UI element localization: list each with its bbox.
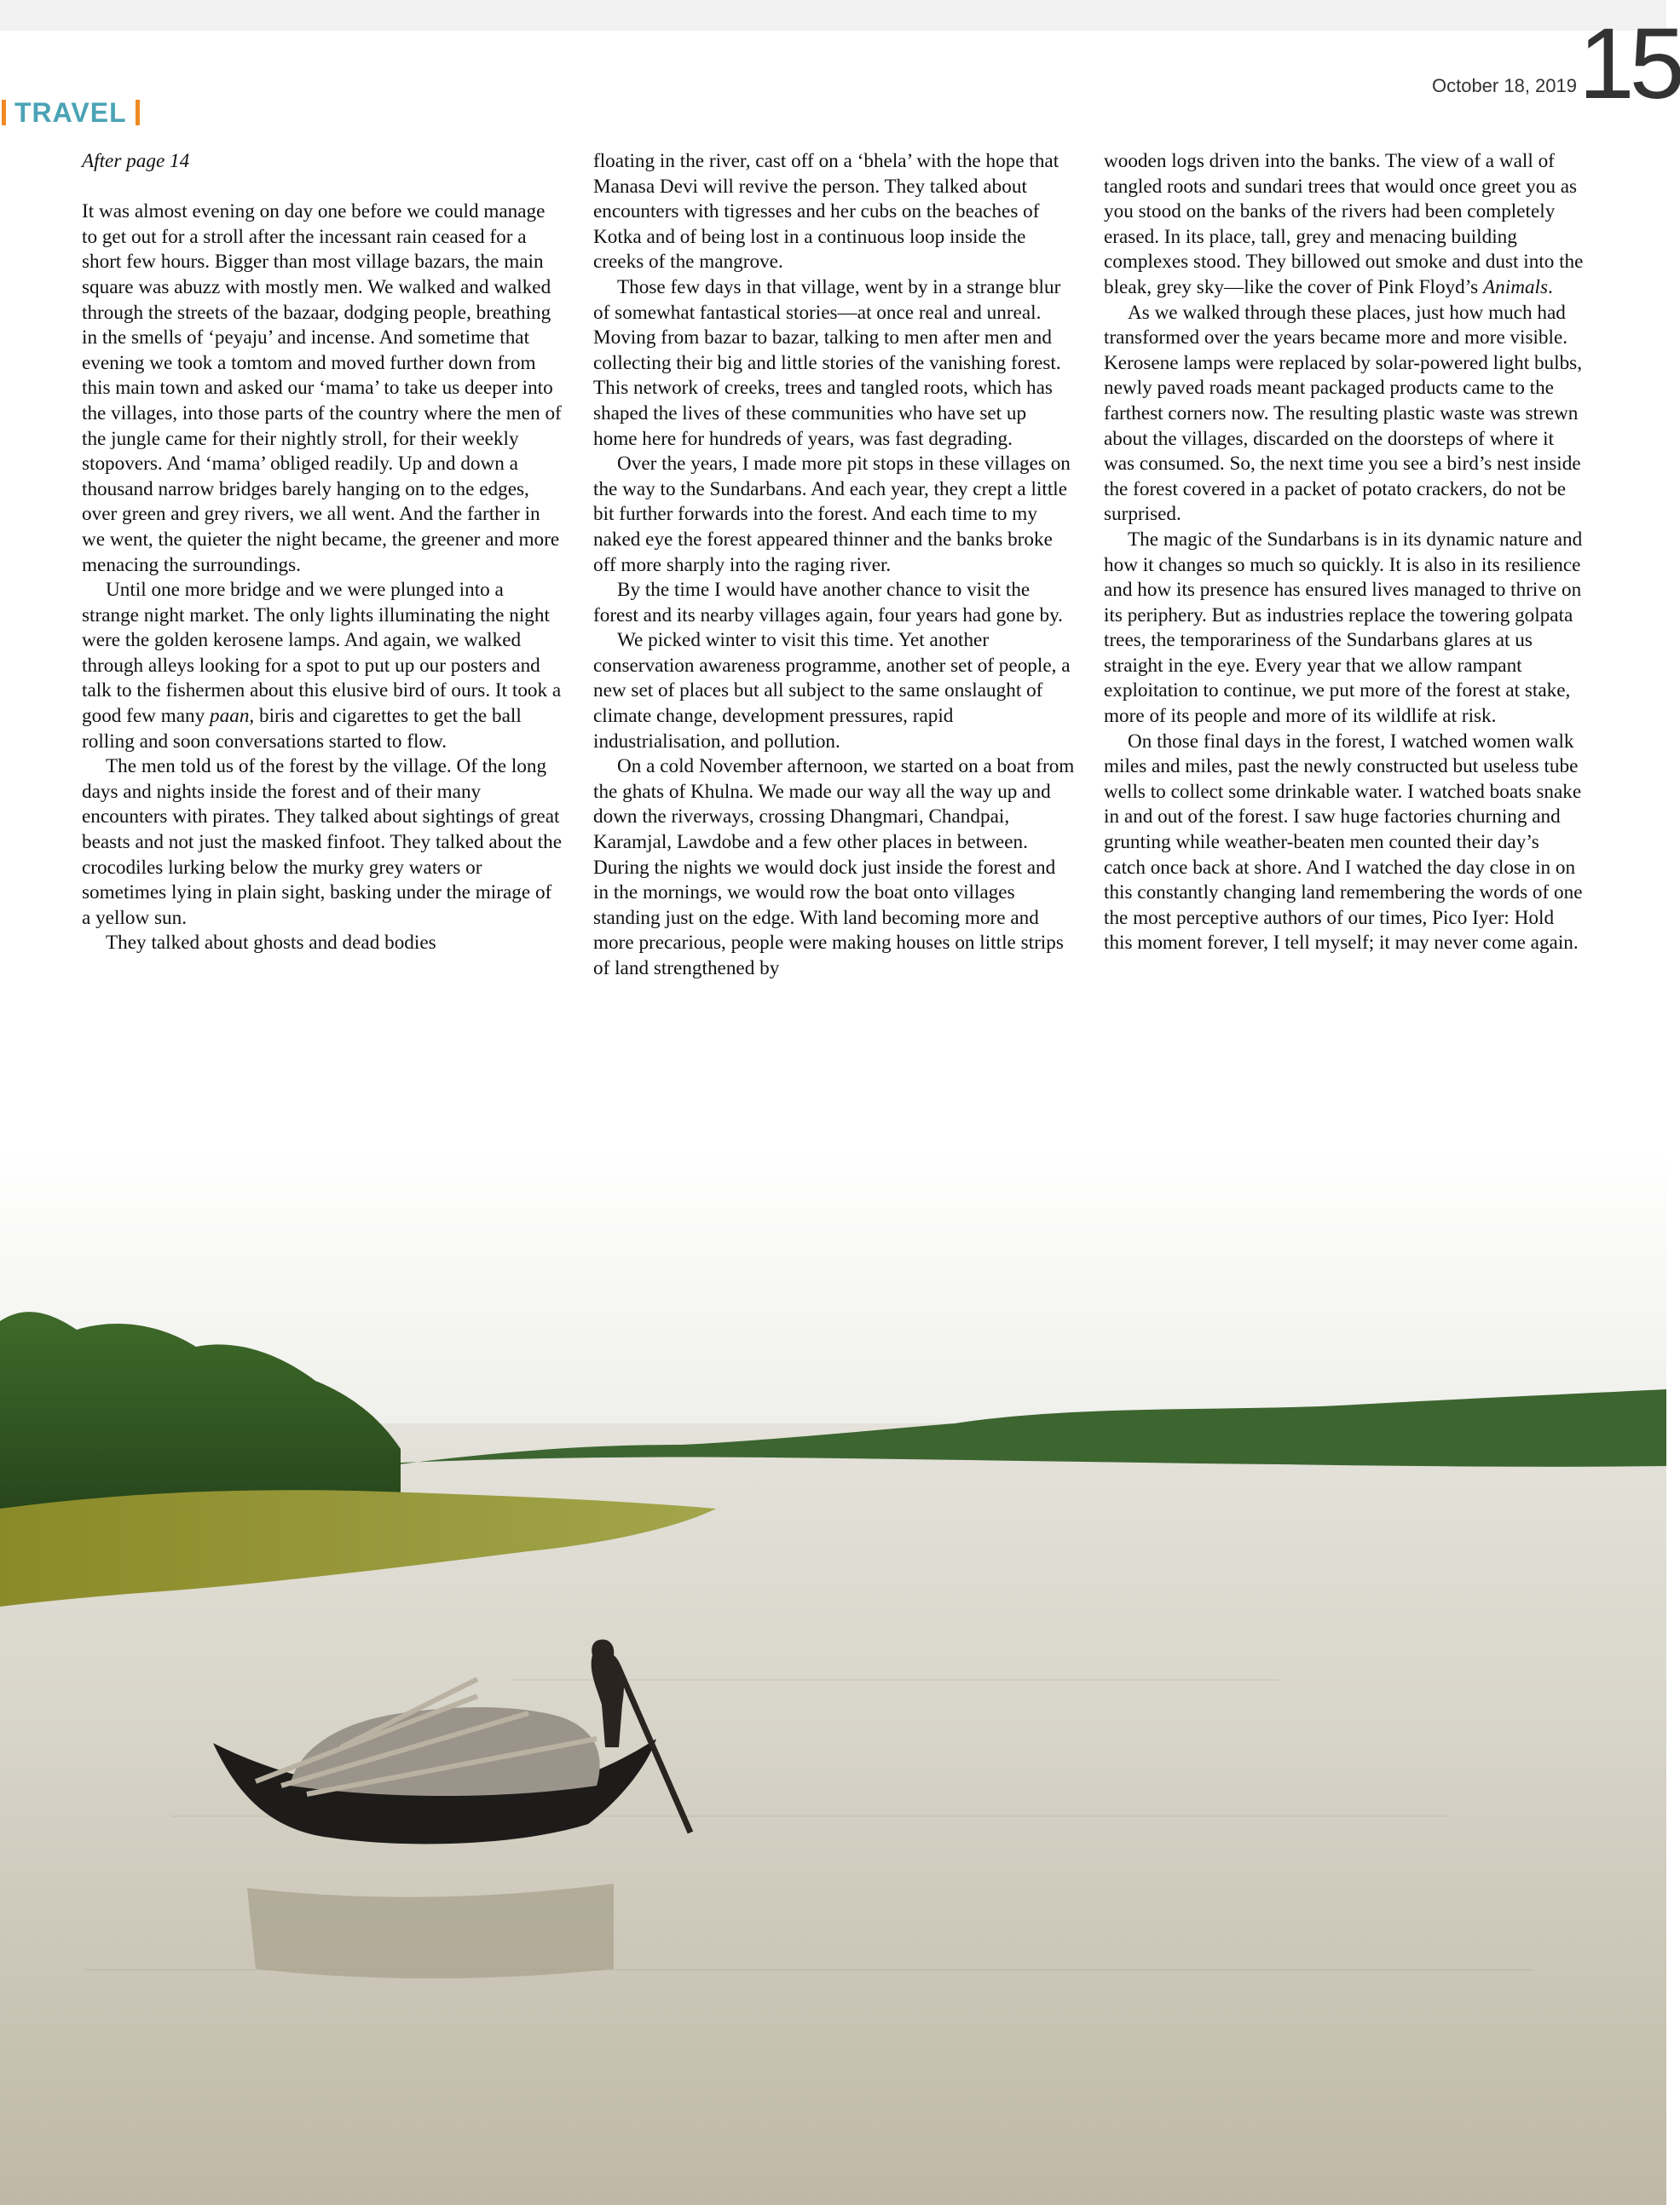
paragraph: The men told us of the forest by the village. Of the long days and nights inside the forest and of their many encounters with pirates. They talked about sightings of great beasts and not just the masked finfoot. They talked about the crocodiles lurking below the murky grey waters or sometimes lying in plain sight, basking under the mirage of a yellow sun. [82, 755, 563, 929]
paragraph: floating in the river, cast off on a ‘bhela’ with the hope that Manasa Devi will revive the person. They talked about encounters with tigresses and her cubs on the beaches of Kotka and of being lost in a continuous loop inside the creeks of the mangrove. [593, 150, 1059, 274]
paragraph: Over the years, I made more pit stops in these villages on the way to the Sundarbans. And each year, they crept a little bit further forwards into the forest. And each time to my naked eye the forest appeared thinner and the banks broke off more sharply into the raging river. [593, 453, 1071, 576]
paragraph: The magic of the Sundarbans is in its dynamic nature and how it changes so much so quickly. It is also in its resilience and how its presence has ensured lives managed to thrive on its periphery. But as industries replace the towering golpata trees, the temporariness of the Sundarbans glares at us straight in the eye. Every year that we allow rampant exploitation to continue, we put more of the forest at stake, more of its people and more of its wildlife at risk. [1104, 528, 1583, 728]
page-number: 15 [1579, 8, 1680, 120]
issue-date: October 18, 2019 [1431, 75, 1577, 96]
article-column-2 [593, 149, 1075, 982]
paragraph: On those final days in the forest, I watched women walk miles and miles, past the newly constructed but useless tube wells to collect some drinkable water. I watched boats snake in and out of the forest. I saw huge factories churning and grunting while weather-beaten men counted their day’s catch once back at shore. And I watched the day close in on this constantly changing land remembering the words of one the most perceptive authors of our times, Pico Iyer: Hold this moment forever, I tell myself; it may never come again. [1104, 730, 1583, 955]
photo-boat-reflection [247, 1884, 614, 1978]
article-column-3 [1104, 149, 1585, 956]
section-bar-right [136, 100, 140, 125]
paragraph: They talked about ghosts and dead bodies [106, 932, 436, 955]
river-boat-photo [0, 1151, 1666, 2205]
paragraph: As we walked through these places, just how much had transformed over the years became more and more visible. Kerosene lamps were replaced by solar-powered light bulbs, newly paved roads meant packaged products came to the farthest corners now. The resulting plastic waste was strewn about the villages, discarded on the doorsteps of where it was consumed. So, the next time you see a bird’s nest inside the forest covered in a packet of potato crackers, do not be surprised. [1104, 301, 1582, 526]
paragraph: By the time I would have another chance to visit the forest and its nearby villages again, four years had gone by. [593, 579, 1063, 626]
paragraph: It was almost evening on day one before we could manage to get out for a stroll after the incessant rain ceased for a short few hours. Bigger than most village bazars, the main square was abuzz with mostly men. We walked and walked through the streets of the bazaar, dodging people, breathing in the smells of ‘peyaju’ and incense. And sometime that evening we took a tomtom and moved further down from this main town and asked our ‘mama’ to take us deeper into the villages, into those parts of the country where the men of the jungle came for their nightly stroll, for their weekly stopovers. And ‘mama’ obliged readily. Up and down a thousand narrow bridges barely hanging on to the edges, over green and grey rivers, we all went. And the farther in we went, the quieter the night became, the greener and more menacing the surroundings. [82, 200, 562, 576]
paragraph: We picked winter to visit this time. Yet another conservation awareness programme, another set of people, a new set of places but all subject to the same onslaught of climate change, development pressures, rapid industrialisation, and pollution. [593, 629, 1071, 753]
paragraph: Until one more bridge and we were plunged into a strange night market. The only lights illuminating the night were the golden kerosene lamps. And again, we walked through alleys looking for a spot to put up our posters and talk to the fishermen about this elusive bird of ours. It took a good few many paan, biris and cigarettes to get the ball rolling and soon conversations started to flow. [82, 579, 562, 753]
section-bar-left [2, 100, 6, 125]
paragraph: wooden logs driven into the banks. The view of a wall of tangled roots and sundari trees that would once greet you as you stood on the banks of the rivers had been completely erased. In its place, tall, grey and menacing building complexes stood. They billowed out smoke and dust into the bleak, grey sky—like the cover of Pink Floyd’s Animals. [1104, 150, 1584, 298]
section-label-text: TRAVEL [14, 96, 127, 128]
section-label [0, 95, 140, 130]
paragraph: On a cold November afternoon, we started on a boat from the ghats of Khulna. We made our way all the way up and down the riverways, crossing Dhangmari, Chandpai, Karamjal, Lawdobe and a few other places in between. During the nights we would dock just inside the forest and in the mornings, we would row the boat onto villages standing just on the edge. With land becoming more and more precarious, people were making houses on little strips of land strengthened by [593, 755, 1075, 979]
paragraph: Those few days in that village, went by in a strange blur of somewhat fantastical stories—at once real and unreal. Moving from bazar to bazar, talking to men after men and collecting their big and little stories of the vanishing forest. This network of creeks, trees and tangled roots, which has shaped the lives of these communities who have set up home here for hundreds of years, was fast degrading. [593, 275, 1061, 450]
continued-from-note: After page 14 [82, 150, 190, 172]
top-band [0, 0, 1666, 31]
article-column-1 [82, 149, 563, 956]
